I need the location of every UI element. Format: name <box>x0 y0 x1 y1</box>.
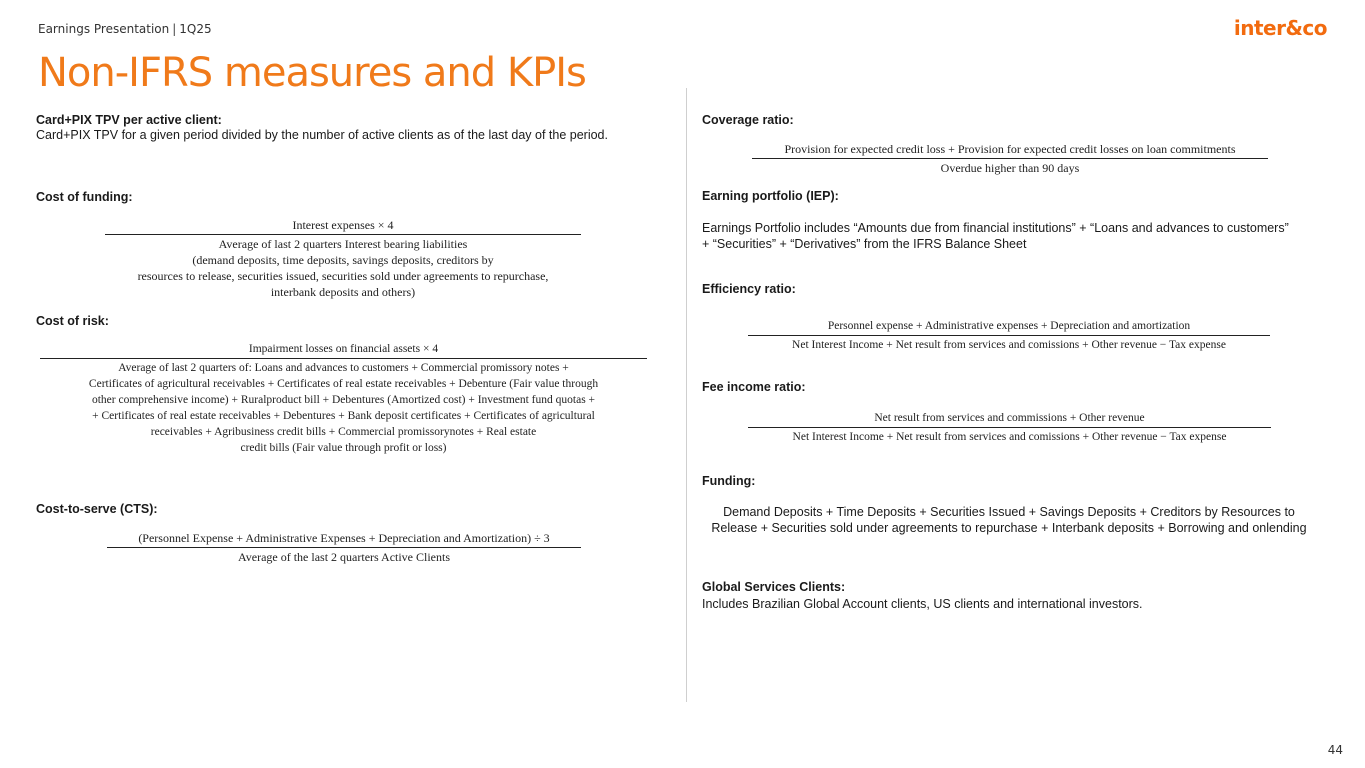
page-title: Non-IFRS measures and KPIs <box>38 50 586 96</box>
cost-of-risk-denominator-line-2: Certificates of agricultural receivables + Certificates of real estate receivables + Debenture (Fair value through <box>88 378 599 391</box>
fee-income-numerator: Net result from services and commissions + Other revenue <box>874 412 1145 424</box>
header-separator: | <box>172 22 177 36</box>
cost-of-risk-heading: Cost of risk: <box>36 314 109 328</box>
coverage-heading: Coverage ratio: <box>702 113 794 127</box>
iep-heading: Earning portfolio (IEP): <box>702 189 839 203</box>
period-label: 1Q25 <box>179 22 212 36</box>
inter-co-logo <box>1234 16 1327 40</box>
iep-text: Earnings Portfolio includes “Amounts due from financial institutions” + “Loans and advances to customers” + “Securities” + “Derivatives” from the IFRS Balance Sheet <box>702 221 1289 251</box>
efficiency-heading: Efficiency ratio: <box>702 282 796 296</box>
header-breadcrumb <box>38 22 212 36</box>
cts-formula <box>107 530 581 565</box>
fee-income-denominator: Net Interest Income + Net result from services and comissions + Other revenue − Tax expense <box>792 431 1227 444</box>
cts-denominator: Average of the last 2 quarters Active Clients <box>237 550 451 565</box>
funding-text: Demand Deposits + Time Deposits + Securities Issued + Savings Deposits + Creditors by Resources to Release + Securities sold under agreements to repurchase + Interbank deposits + Borrowing and onlending <box>711 505 1307 535</box>
cost-of-funding-denominator-line-1: Average of last 2 quarters Interest bearing liabilities <box>218 237 468 252</box>
page-number: 44 <box>1327 743 1343 757</box>
global-services-text: Includes Brazilian Global Account clients, US clients and international investors. <box>702 597 1143 611</box>
column-divider <box>686 88 687 702</box>
cts-heading: Cost-to-serve (CTS): <box>36 502 158 516</box>
fee-income-heading: Fee income ratio: <box>702 380 806 394</box>
efficiency-numerator: Personnel expense + Administrative expenses + Depreciation and amortization <box>827 320 1191 332</box>
logo-text: inter&co <box>1233 16 1327 40</box>
coverage-numerator: Provision for expected credit loss + Provision for expected credit losses on loan commitments <box>784 142 1236 156</box>
funding-heading: Funding: <box>702 474 756 488</box>
global-services-heading: Global Services Clients: <box>702 580 846 594</box>
cost-of-funding-formula <box>105 217 581 300</box>
tpv-heading: Card+PIX TPV per active client: <box>36 113 222 127</box>
coverage-formula <box>752 141 1268 176</box>
cost-of-risk-denominator-line-1: Average of last 2 quarters of: Loans and advances to customers + Commercial promissory notes + <box>118 362 569 375</box>
cost-of-funding-denominator-line-4: interbank deposits and others) <box>270 285 416 300</box>
tpv-text: Card+PIX TPV for a given period divided by the number of active clients as of the last day of the period. <box>36 128 608 142</box>
cost-of-risk-denominator-line-6: credit bills (Fair value through profit or loss) <box>240 442 447 455</box>
cost-of-risk-denominator-line-5: receivables + Agribusiness credit bills + Commercial promissorynotes + Real estate <box>150 426 537 439</box>
cost-of-risk-formula <box>40 341 647 456</box>
cost-of-funding-heading: Cost of funding: <box>36 190 133 204</box>
cost-of-risk-denominator-line-3: other comprehensive income) + Ruralproduct bill + Debentures (Amortized cost) + Investment fund quotas + <box>91 394 596 407</box>
cost-of-risk-denominator-line-4: + Certificates of real estate receivables + Debentures + Bank deposit certificates + Certificates of agricultural <box>92 410 595 423</box>
fee-income-formula <box>748 410 1271 445</box>
cost-of-funding-numerator: Interest expenses × 4 <box>292 218 394 232</box>
cost-of-funding-denominator-line-2: (demand deposits, time deposits, savings deposits, creditors by <box>192 253 494 268</box>
coverage-denominator: Overdue higher than 90 days <box>940 161 1080 176</box>
cts-numerator: (Personnel Expense + Administrative Expenses + Depreciation and Amortization) ÷ 3 <box>138 531 550 545</box>
presentation-label: Earnings Presentation <box>38 22 170 36</box>
efficiency-denominator: Net Interest Income + Net result from services and comissions + Other revenue − Tax expense <box>792 339 1226 352</box>
efficiency-formula <box>748 318 1270 353</box>
cost-of-risk-numerator: Impairment losses on financial assets × 4 <box>248 343 439 355</box>
cost-of-funding-denominator-line-3: resources to release, securities issued, securities sold under agreements to repurchase, <box>137 269 549 284</box>
